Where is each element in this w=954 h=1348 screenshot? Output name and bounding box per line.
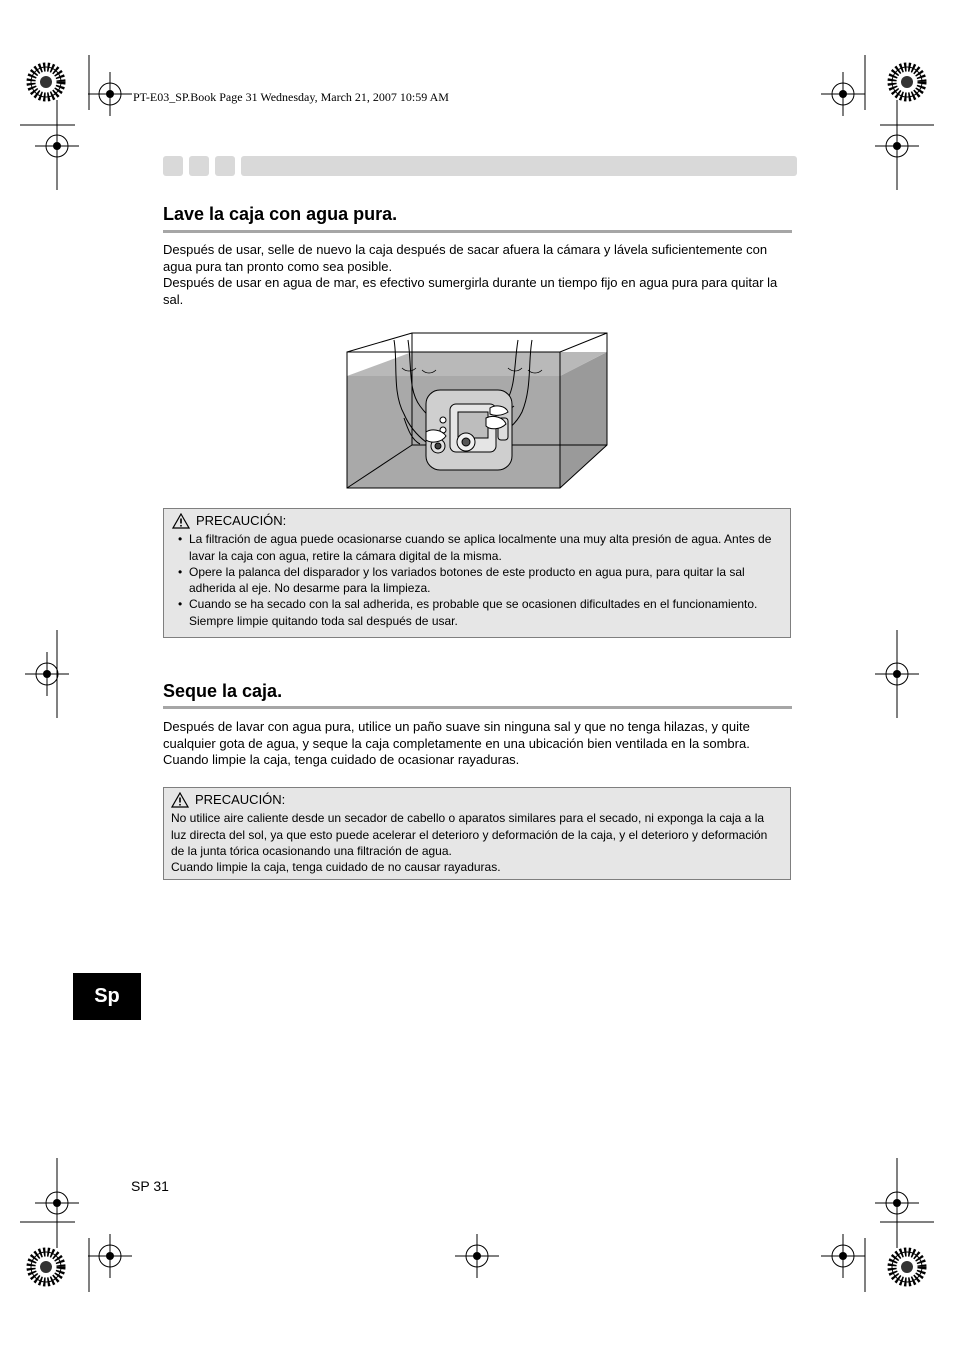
caution-list bbox=[172, 531, 782, 629]
paragraph: Después de usar en agua de mar, es efectivo sumergirla durante un tiempo fijo en agua pura para quitar la sal. bbox=[163, 275, 778, 307]
caution-title-text: PRECAUCIÓN: bbox=[195, 792, 286, 807]
caution-title bbox=[171, 792, 782, 808]
section-title-dry: Seque la caja. bbox=[163, 681, 283, 701]
caution-title bbox=[172, 513, 782, 529]
header-strip bbox=[241, 156, 797, 176]
paragraph: Después de lavar con agua pura, utilice un paño suave sin ninguna sal y que no tenga hilazas, y quite cualquier gota de agua, y seque la caja completamente en una ubicación bien ventilada en la sombra. bbox=[163, 719, 750, 751]
section-rule bbox=[163, 230, 792, 233]
language-tab: Sp bbox=[73, 973, 141, 1020]
file-info: PT-E03_SP.Book Page 31 Wednesday, March 21, 2007 10:59 AM bbox=[133, 90, 449, 104]
header-bar bbox=[163, 156, 797, 176]
caution-box-wash bbox=[163, 508, 791, 638]
warning-icon bbox=[172, 513, 190, 529]
caution-paragraph: No utilice aire caliente desde un secador de cabello o aparatos similares para el secado, ni exponga la caja a la luz directa del sol, ya que esto puede acelerar el deterioro y deformación de la caja, y el deterioro y deformación de la junta tórica ocasionando una filtración de agua. bbox=[171, 811, 768, 858]
washing-illustration bbox=[346, 332, 610, 490]
section-body-wash bbox=[163, 242, 793, 308]
paragraph: Después de usar, selle de nuevo la caja después de sacar afuera la cámara y lávela suficientemente con agua pura tan pronto como sea posible. bbox=[163, 242, 768, 274]
paragraph: Cuando limpie la caja, tenga cuidado de ocasionar rayaduras. bbox=[163, 752, 520, 767]
section-title-wash: Lave la caja con agua pura. bbox=[163, 204, 398, 224]
section-body-dry bbox=[163, 719, 793, 769]
list-item: • Opere la palanca del disparador y los variados botones de este producto en agua pura, para quitar la sal adherida al eje. No desarme para la limpieza. bbox=[172, 564, 782, 597]
caution-paragraph: Cuando limpie la caja, tenga cuidado de no causar rayaduras. bbox=[171, 860, 501, 875]
list-item: • La filtración de agua puede ocasionarse cuando se aplica localmente una muy alta presión de agua. Antes de lavar la caja con agua, retire la cámara digital de la misma. bbox=[172, 531, 782, 564]
header-square bbox=[215, 156, 235, 176]
page-number: SP 31 bbox=[131, 1178, 169, 1194]
list-item: • Cuando se ha secado con la sal adherida, es probable que se ocasionen dificultades en el funcionamiento. Siempre limpie quitando toda sal después de usar. bbox=[172, 596, 782, 629]
warning-icon bbox=[171, 792, 189, 808]
header-square bbox=[163, 156, 183, 176]
caution-box-dry bbox=[163, 787, 791, 880]
header-square bbox=[189, 156, 209, 176]
caution-title-text: PRECAUCIÓN: bbox=[196, 513, 287, 528]
section-rule bbox=[163, 706, 792, 709]
